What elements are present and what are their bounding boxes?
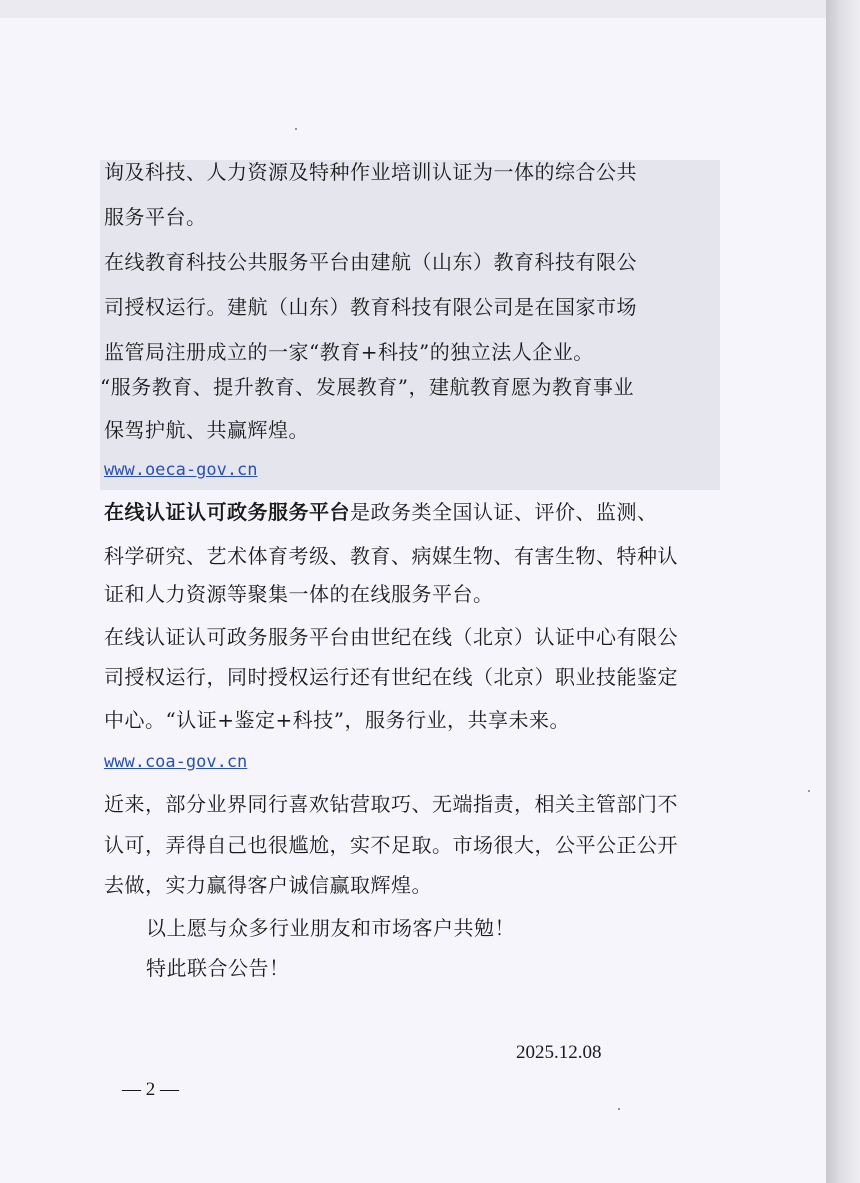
paragraph3-line: 证和人力资源等聚集一体的在线服务平台。 (104, 582, 494, 606)
paragraph3-line: 科学研究、艺术体育考级、教育、病媒生物、有害生物、特种认 (104, 544, 678, 568)
closing-line: 特此联合公告！ (146, 956, 290, 980)
scan-speck (295, 128, 297, 130)
oeca-website-link[interactable]: www.oeca-gov.cn (104, 460, 258, 480)
paragraph5-line: 近来，部分业界同行喜欢钻营取巧、无端指责，相关主管部门不 (104, 792, 678, 816)
scan-speck (808, 790, 810, 792)
document-date: 2025.12.08 (516, 1042, 602, 1063)
scan-right-edge (826, 0, 860, 1183)
page-number: — 2 — (122, 1079, 179, 1100)
paragraph1-line: 服务平台。 (104, 205, 207, 229)
scan-speck (618, 1108, 620, 1110)
paragraph2-line: 在线教育科技公共服务平台由建航（山东）教育科技有限公 (104, 250, 637, 274)
paragraph5-line: 去做，实力赢得客户诚信赢取辉煌。 (104, 873, 432, 897)
closing-line: 以上愿与众多行业朋友和市场客户共勉！ (146, 916, 515, 940)
paragraph5-line: 认可，弄得自己也很尴尬，实不足取。市场很大，公平公正公开 (104, 833, 678, 857)
paragraph4-line: 中心。“认证+鉴定+科技”，服务行业，共享未来。 (104, 708, 570, 732)
paragraph2-line: 监管局注册成立的一家“教育+科技”的独立法人企业。 (104, 340, 594, 364)
paragraph1-line: 询及科技、人力资源及特种作业培训认证为一体的综合公共 (104, 160, 637, 184)
paragraph4-line: 司授权运行，同时授权运行还有世纪在线（北京）职业技能鉴定 (104, 665, 678, 689)
paragraph3-line1-rest: 是政务类全国认证、评价、监测、 (350, 500, 658, 524)
scan-top-edge (0, 0, 826, 18)
paragraph2-line: 司授权运行。建航（山东）教育科技有限公司是在国家市场 (104, 295, 637, 319)
paragraph3-line (104, 500, 658, 524)
platform-name-bold: 在线认证认可政务服务平台 (104, 500, 350, 524)
paragraph2-line: “服务教育、提升教育、发展教育”，建航教育愿为教育事业 (100, 375, 634, 399)
paragraph4-line: 在线认证认可政务服务平台由世纪在线（北京）认证中心有限公 (104, 625, 678, 649)
paragraph2-line: 保驾护航、共赢辉煌。 (104, 418, 309, 442)
coa-website-link[interactable]: www.coa-gov.cn (104, 752, 248, 772)
